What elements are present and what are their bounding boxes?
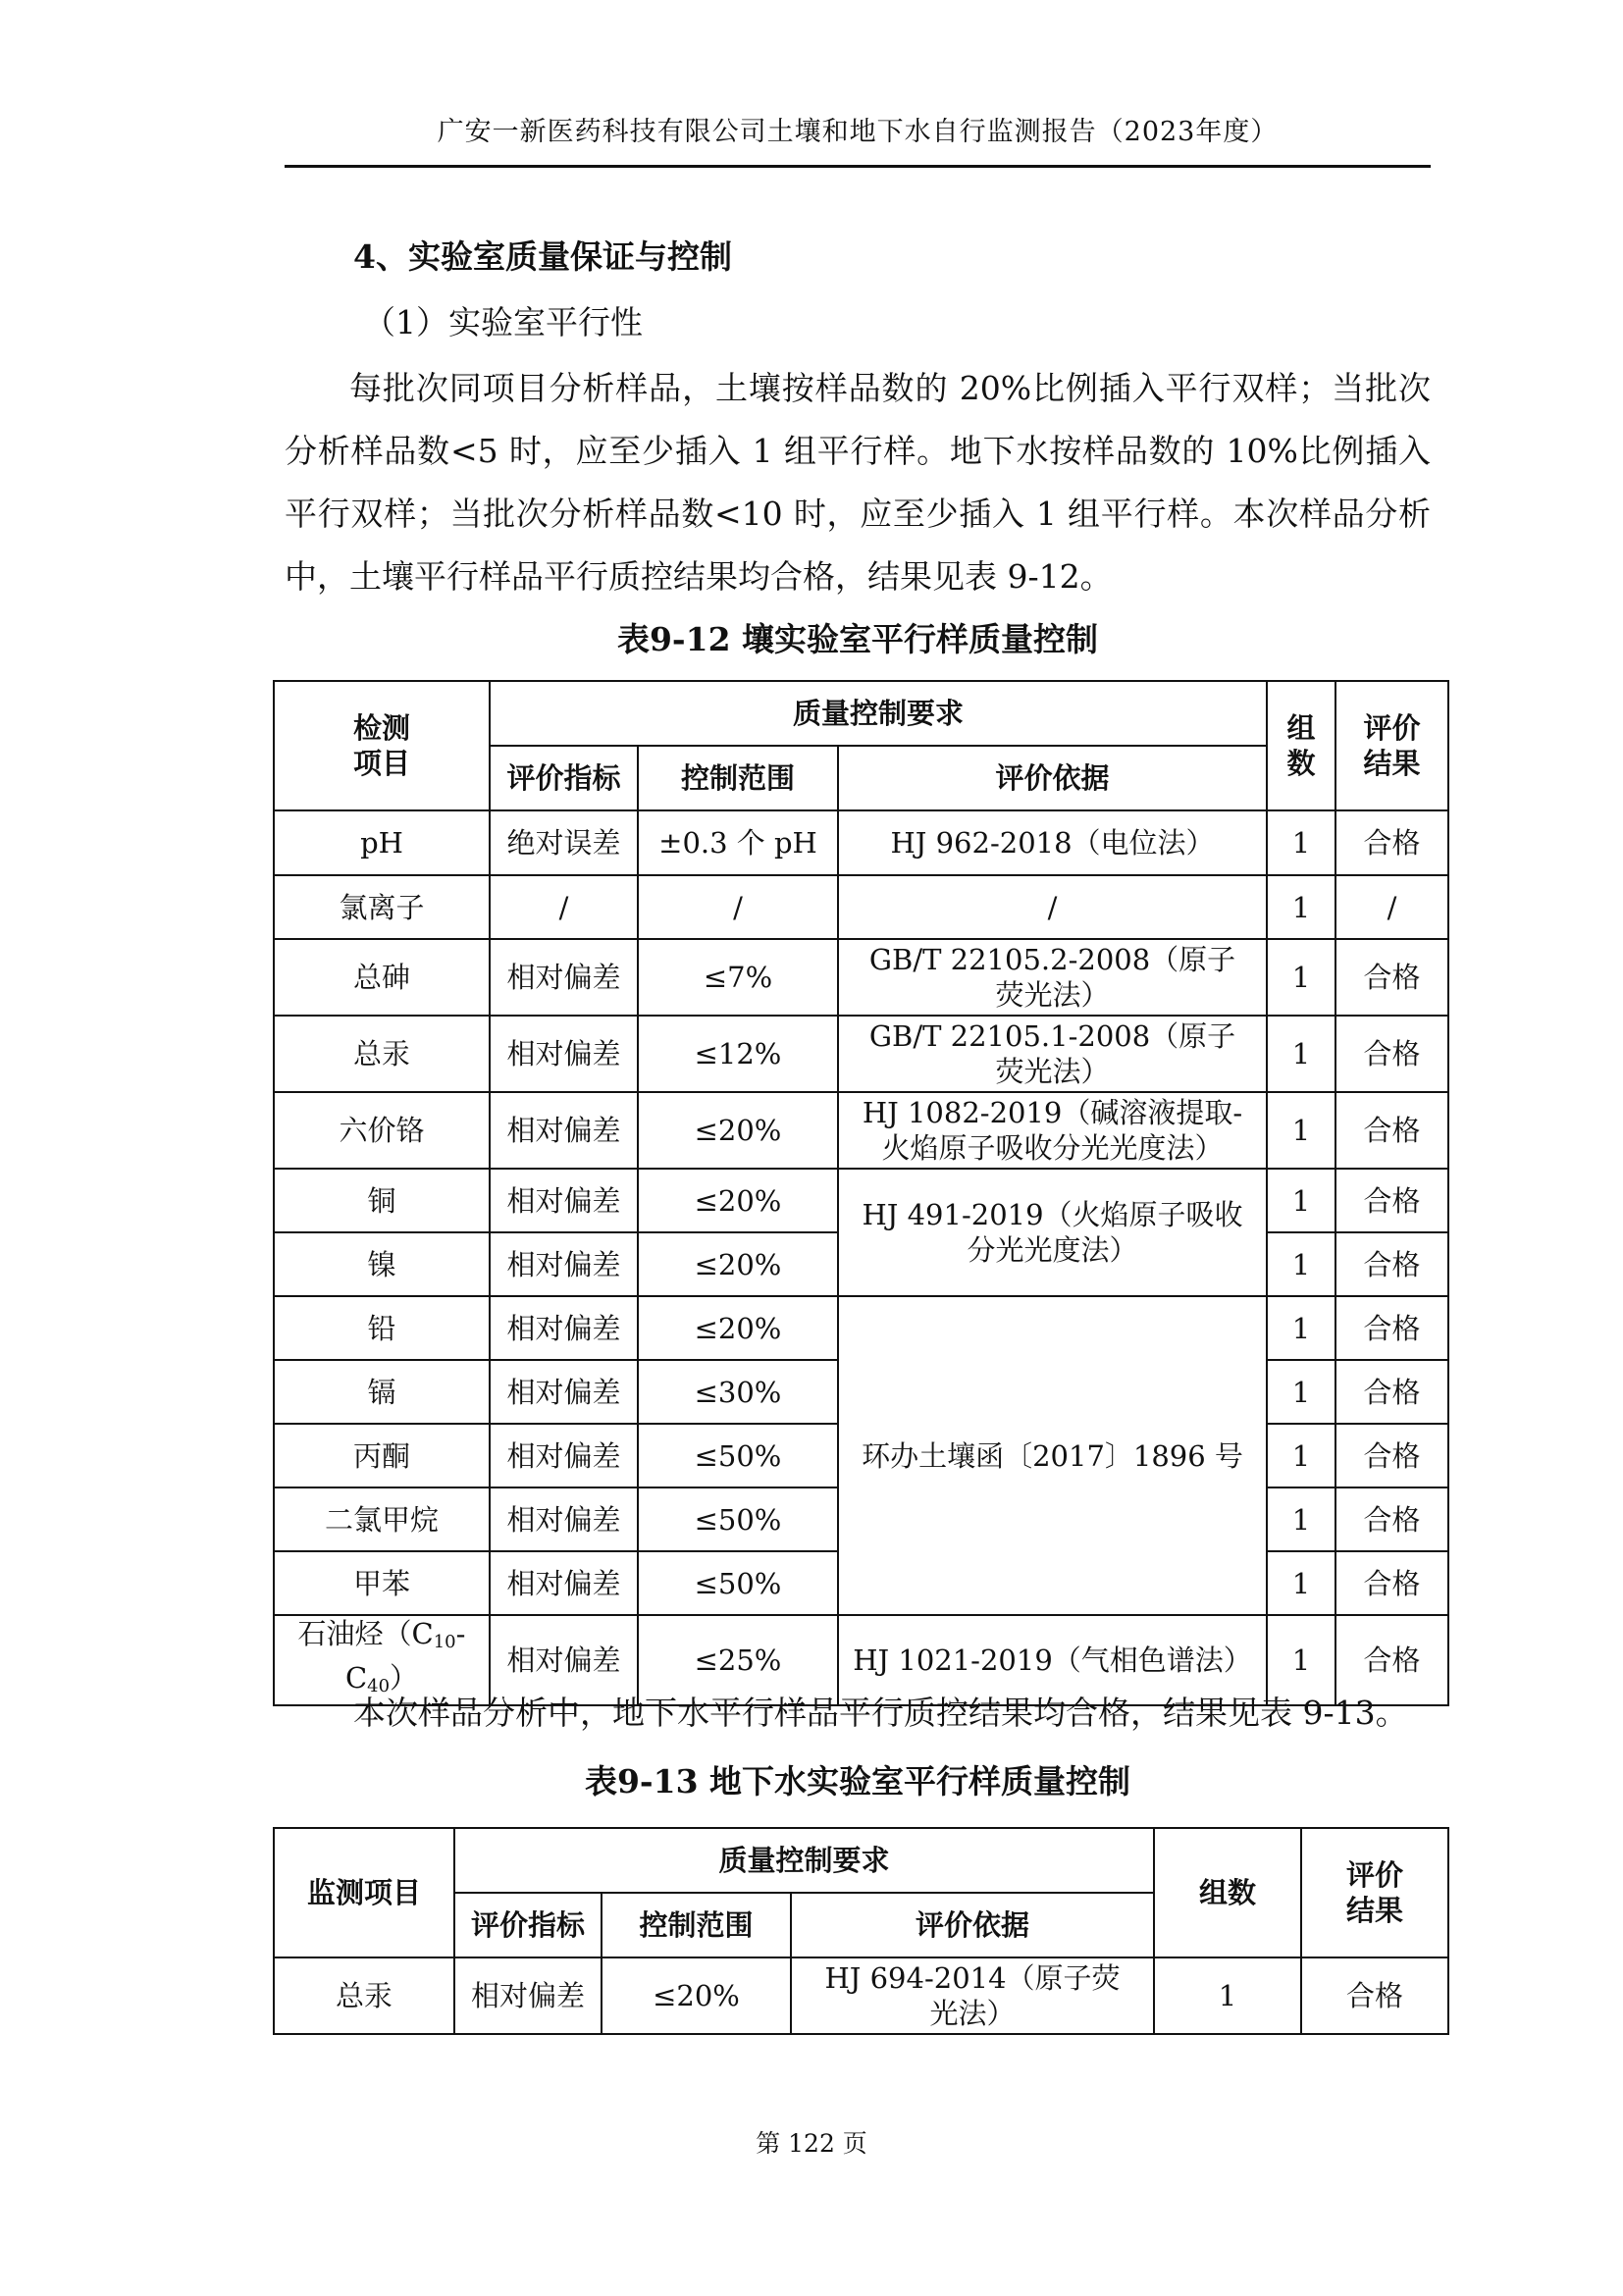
- indicator-cell: 相对偏差: [490, 939, 638, 1016]
- item-cell: pH: [274, 810, 490, 875]
- table1-header-indicator: 评价指标: [490, 746, 638, 810]
- table1-header-item: 检测项目: [274, 681, 490, 810]
- indicator-cell: 相对偏差: [490, 1360, 638, 1424]
- groups-cell: 1: [1267, 1360, 1335, 1424]
- basis-cell: HJ 962-2018（电位法）: [838, 810, 1267, 875]
- table1-header-groups: 组数: [1267, 681, 1335, 810]
- subscript: 40: [367, 1676, 391, 1696]
- item-cell: 铜: [274, 1169, 490, 1232]
- table2-caption: 表9-13 地下水实验室平行样质量控制: [584, 1762, 1131, 1800]
- item-cell: 镍: [274, 1232, 490, 1296]
- result-cell: 合格: [1335, 810, 1448, 875]
- range-cell: ≤20%: [602, 1957, 791, 2034]
- indicator-cell: 相对偏差: [490, 1551, 638, 1615]
- range-cell: ≤20%: [638, 1232, 838, 1296]
- indicator-cell: /: [490, 875, 638, 939]
- subscript: 10: [433, 1632, 456, 1652]
- indicator-cell: 相对偏差: [490, 1169, 638, 1232]
- indicator-cell: 相对偏差: [490, 1424, 638, 1487]
- table-row: [274, 1296, 1448, 1360]
- basis-cell: HJ 491-2019（火焰原子吸收分光光度法）: [838, 1169, 1267, 1296]
- groups-cell: 1: [1267, 1016, 1335, 1092]
- range-cell: ≤50%: [638, 1487, 838, 1551]
- note-paragraph: 本次样品分析中，地下水平行样品平行质控结果均合格，结果见表 9-13。: [353, 1694, 1408, 1732]
- table-row: [274, 939, 1448, 1016]
- result-cell: 合格: [1335, 1551, 1448, 1615]
- indicator-cell: 相对偏差: [454, 1957, 602, 2034]
- result-cell: 合格: [1335, 1092, 1448, 1169]
- groups-cell: 1: [1267, 1296, 1335, 1360]
- result-cell: 合格: [1335, 1296, 1448, 1360]
- table2-header-basis: 评价依据: [791, 1893, 1154, 1957]
- item-cell: 镉: [274, 1360, 490, 1424]
- range-cell: ±0.3 个 pH: [638, 810, 838, 875]
- groups-cell: 1: [1267, 875, 1335, 939]
- table2-header-indicator: 评价指标: [454, 1893, 602, 1957]
- table2-header-qc-requirement: 质量控制要求: [454, 1828, 1154, 1893]
- table-row: [274, 1957, 1448, 2034]
- basis-cell: HJ 1021-2019（气相色谱法）: [838, 1615, 1267, 1705]
- table2-header-item: 监测项目: [274, 1828, 454, 1957]
- range-cell: ≤12%: [638, 1016, 838, 1092]
- range-cell: ≤20%: [638, 1092, 838, 1169]
- page-header: 广安一新医药科技有限公司土壤和地下水自行监测报告（2023年度）: [437, 117, 1279, 147]
- item-cell: 铅: [274, 1296, 490, 1360]
- table1-header-qc-requirement: 质量控制要求: [490, 681, 1267, 746]
- range-cell: /: [638, 875, 838, 939]
- result-cell: /: [1335, 875, 1448, 939]
- table2-header-result: 评价结果: [1301, 1828, 1448, 1957]
- section-heading: 4、实验室质量保证与控制: [353, 237, 732, 276]
- groups-cell: 1: [1267, 1232, 1335, 1296]
- page-number: 第 122 页: [756, 2129, 867, 2158]
- body-paragraph: 每批次同项目分析样品，土壤按样品数的 20%比例插入平行双样；当批次分析样品数<5 时，应至少插入 1 组平行样。地下水按样品数的 10%比例插入平行双样；当批次分析样品数<10 时，应至少插入 1 组平行样。本次样品分析中，土壤平行样品平行质控结果均合格，结果见表 9-12。: [285, 369, 1431, 596]
- groups-cell: 1: [1267, 1169, 1335, 1232]
- table-row: [274, 1016, 1448, 1092]
- basis-cell: 环办土壤函〔2017〕1896 号: [838, 1296, 1267, 1615]
- table-row: [274, 1092, 1448, 1169]
- basis-cell: GB/T 22105.1-2008（原子荧光法）: [838, 1016, 1267, 1092]
- range-cell: ≤50%: [638, 1551, 838, 1615]
- item-cell: 丙酮: [274, 1424, 490, 1487]
- result-cell: 合格: [1335, 1487, 1448, 1551]
- header-divider: [285, 165, 1431, 168]
- indicator-cell: 相对偏差: [490, 1487, 638, 1551]
- indicator-cell: 相对偏差: [490, 1232, 638, 1296]
- range-cell: ≤20%: [638, 1169, 838, 1232]
- item-cell: 二氯甲烷: [274, 1487, 490, 1551]
- range-cell: ≤50%: [638, 1424, 838, 1487]
- range-cell: ≤25%: [638, 1615, 838, 1705]
- table1-header-basis: 评价依据: [838, 746, 1267, 810]
- table1-header-result: 评价结果: [1335, 681, 1448, 810]
- item-cell: 氯离子: [274, 875, 490, 939]
- indicator-cell: 相对偏差: [490, 1296, 638, 1360]
- groups-cell: 1: [1154, 1957, 1301, 2034]
- indicator-cell: 绝对误差: [490, 810, 638, 875]
- basis-cell: GB/T 22105.2-2008（原子荧光法）: [838, 939, 1267, 1016]
- basis-cell: HJ 694-2014（原子荧光法）: [791, 1957, 1154, 2034]
- groups-cell: 1: [1267, 1424, 1335, 1487]
- range-cell: ≤20%: [638, 1296, 838, 1360]
- result-cell: 合格: [1335, 939, 1448, 1016]
- table2-groundwater-parallel-qc: [273, 1827, 1449, 2035]
- table-row: [274, 1169, 1448, 1232]
- groups-cell: 1: [1267, 810, 1335, 875]
- item-text: 石油烃（C: [297, 1617, 434, 1650]
- result-cell: 合格: [1335, 1232, 1448, 1296]
- indicator-cell: 相对偏差: [490, 1016, 638, 1092]
- basis-cell: /: [838, 875, 1267, 939]
- table-row: [274, 875, 1448, 939]
- result-cell: 合格: [1335, 1169, 1448, 1232]
- table1-soil-parallel-qc: [273, 680, 1449, 1706]
- basis-cell: HJ 1082-2019（碱溶液提取-火焰原子吸收分光光度法）: [838, 1092, 1267, 1169]
- result-cell: 合格: [1335, 1360, 1448, 1424]
- groups-cell: 1: [1267, 1487, 1335, 1551]
- result-cell: 合格: [1335, 1615, 1448, 1705]
- groups-cell: 1: [1267, 1092, 1335, 1169]
- result-cell: 合格: [1301, 1957, 1448, 2034]
- table2-header-range: 控制范围: [602, 1893, 791, 1957]
- item-cell: 总汞: [274, 1957, 454, 2034]
- range-cell: ≤7%: [638, 939, 838, 1016]
- item-cell: 甲苯: [274, 1551, 490, 1615]
- item-text: ）: [390, 1661, 419, 1695]
- subsection-heading: （1）实验室平行性: [363, 303, 643, 341]
- result-cell: 合格: [1335, 1016, 1448, 1092]
- item-cell: 总汞: [274, 1016, 490, 1092]
- indicator-cell: 相对偏差: [490, 1615, 638, 1705]
- item-cell: 总砷: [274, 939, 490, 1016]
- table-row: [274, 810, 1448, 875]
- groups-cell: 1: [1267, 939, 1335, 1016]
- table1-header-range: 控制范围: [638, 746, 838, 810]
- result-cell: 合格: [1335, 1424, 1448, 1487]
- item-cell: 六价铬: [274, 1092, 490, 1169]
- indicator-cell: 相对偏差: [490, 1092, 638, 1169]
- groups-cell: 1: [1267, 1551, 1335, 1615]
- table1-caption: 表9-12 壤实验室平行样质量控制: [616, 620, 1099, 658]
- range-cell: ≤30%: [638, 1360, 838, 1424]
- item-text: -C: [344, 1617, 466, 1695]
- groups-cell: 1: [1267, 1615, 1335, 1705]
- table2-header-groups: 组数: [1154, 1828, 1301, 1957]
